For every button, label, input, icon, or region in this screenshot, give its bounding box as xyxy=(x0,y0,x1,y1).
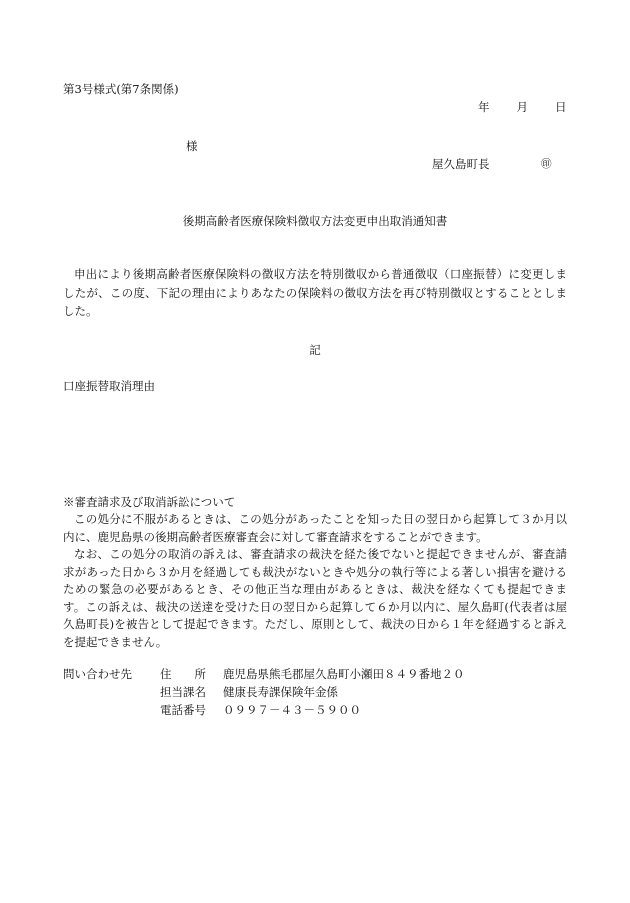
review-paragraph-1: この処分に不服があるときは、この処分があったことを知った日の翌日から起算して３か月以内に、鹿児島県の後期高齢者医療審査会に対して審査請求をすることができます。 xyxy=(63,512,567,544)
date-month: 月 xyxy=(516,100,528,114)
issue-date xyxy=(478,99,567,115)
phone-value: ０９９７－４３－５９００ xyxy=(223,703,361,717)
seal-mark: ㊞ xyxy=(541,158,552,170)
contact-lead: 問い合わせ先 xyxy=(63,667,132,681)
form-number: 第3号様式(第7条関係) xyxy=(63,82,179,96)
address-value: 鹿児島県熊毛郡屋久島町小瀬田８４９番地２０ xyxy=(223,667,465,681)
contact-row-section xyxy=(63,683,465,701)
issuer-name: 屋久島町長 xyxy=(432,157,490,171)
section-value: 健康長寿課保険年金係 xyxy=(223,685,338,699)
notice-body: 申出により後期高齢者医療保険料の徴収方法を特別徴収から普通徴収（口座振替）に変更しましたが、この度、下記の理由によりあなたの保険料の徴収方法を再び特別徴収とすることとしました。 xyxy=(63,267,567,318)
contact-row-address xyxy=(63,665,465,683)
phone-label: 電話番号 xyxy=(160,703,206,717)
contact-row-phone xyxy=(63,701,465,719)
contact-block xyxy=(63,665,465,719)
recipient-suffix: 様 xyxy=(186,139,198,153)
review-paragraph-2: なお、この処分の取消の訴えは、審査請求の裁決を経た後でないと提起できませんが、審査請求があった日から３か月を経過しても裁決がないときや処分の執行等による著しい損害を避けるための緊急の必要があるとき、その他正当な理由があるときは、裁決を経なくても提起できます。この訴えは、裁決の送達を受けた日の翌日から起算して６か月以内に、屋久島町(代表者は屋久島町長)を被告として提起できます。ただし、原則として、裁決の日から１年を経過すると訴えを提起できません。 xyxy=(63,547,567,649)
document-title: 後期高齢者医療保険料徴収方法変更申出取消通知書 xyxy=(182,214,448,228)
address-label: 住 所 xyxy=(160,667,206,681)
reason-label: 口座振替取消理由 xyxy=(63,379,155,393)
date-year: 年 xyxy=(478,100,490,114)
date-day: 日 xyxy=(555,100,567,114)
section-label: 担当課名 xyxy=(160,685,206,699)
ki-heading: 記 xyxy=(309,343,321,357)
review-heading: ※審査請求及び取消訴訟について xyxy=(63,495,236,509)
